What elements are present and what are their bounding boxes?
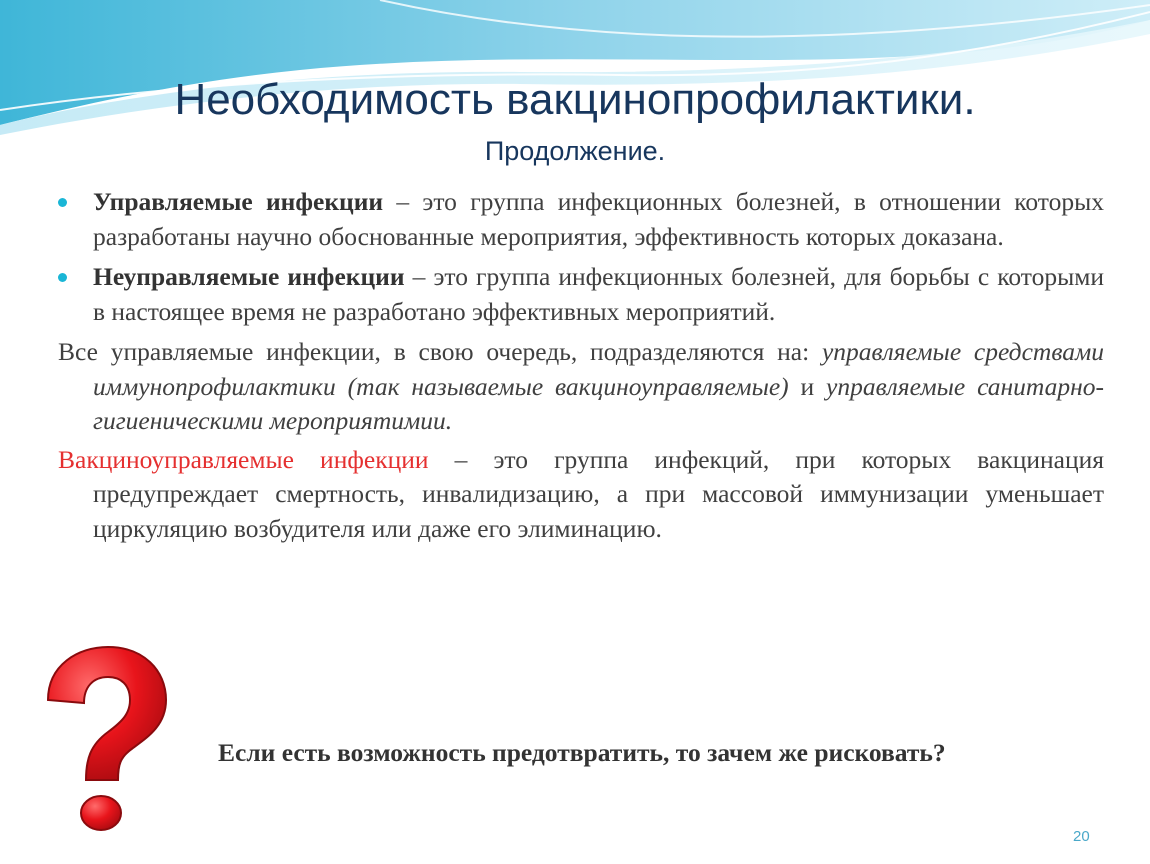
bullet-dot-icon bbox=[58, 198, 67, 207]
slide-body bbox=[58, 185, 1104, 546]
paragraph-italic-2: управляемые санитарно-гигиеническими мероприятимии. bbox=[93, 371, 1104, 435]
bullet-term: Управляемые инфекции bbox=[93, 187, 384, 216]
bullet-term: Неуправляемые инфекции bbox=[93, 262, 405, 291]
bullet-text: – это группа инфекционных болезней, для борьбы с которыми в настоящее время не разработано эффективных мероприятий. bbox=[93, 262, 1104, 326]
highlight-term: Вакциноуправляемые инфекции bbox=[58, 444, 429, 474]
question-mark-icon bbox=[38, 645, 168, 835]
bullet-item bbox=[58, 185, 1104, 254]
bullet-text: – это группа инфекционных болезней, в отношении которых разработаны научно обоснованные мероприятия, эффективность которых доказана. bbox=[93, 187, 1104, 251]
slide-title: Необходимость вакцинопрофилактики. bbox=[174, 75, 976, 124]
question-text: Если есть возможность предотвратить, то зачем же рисковать? bbox=[218, 738, 946, 767]
definition-paragraph bbox=[58, 443, 1104, 547]
slide-subtitle: Продолжение. bbox=[484, 136, 666, 166]
classification-paragraph bbox=[58, 335, 1104, 439]
page-number: 20 bbox=[1073, 828, 1090, 845]
paragraph-lead: Все управляемые инфекции, в свою очередь, подразделяются на: bbox=[58, 337, 822, 366]
definition-text: – это группа инфекций, при которых вакцинация предупреждает смертность, инвалидизацию, а при массовой иммунизации уменьшает циркуляцию возбудителя или даже его элиминацию. bbox=[93, 444, 1104, 543]
bullet-item bbox=[58, 260, 1104, 329]
bullet-dot-icon bbox=[58, 273, 67, 282]
paragraph-mid: и bbox=[788, 371, 827, 401]
paragraph-italic-1: управляемые средствами иммунопрофилактики (так называемые вакциноуправляемые) bbox=[93, 337, 1104, 401]
